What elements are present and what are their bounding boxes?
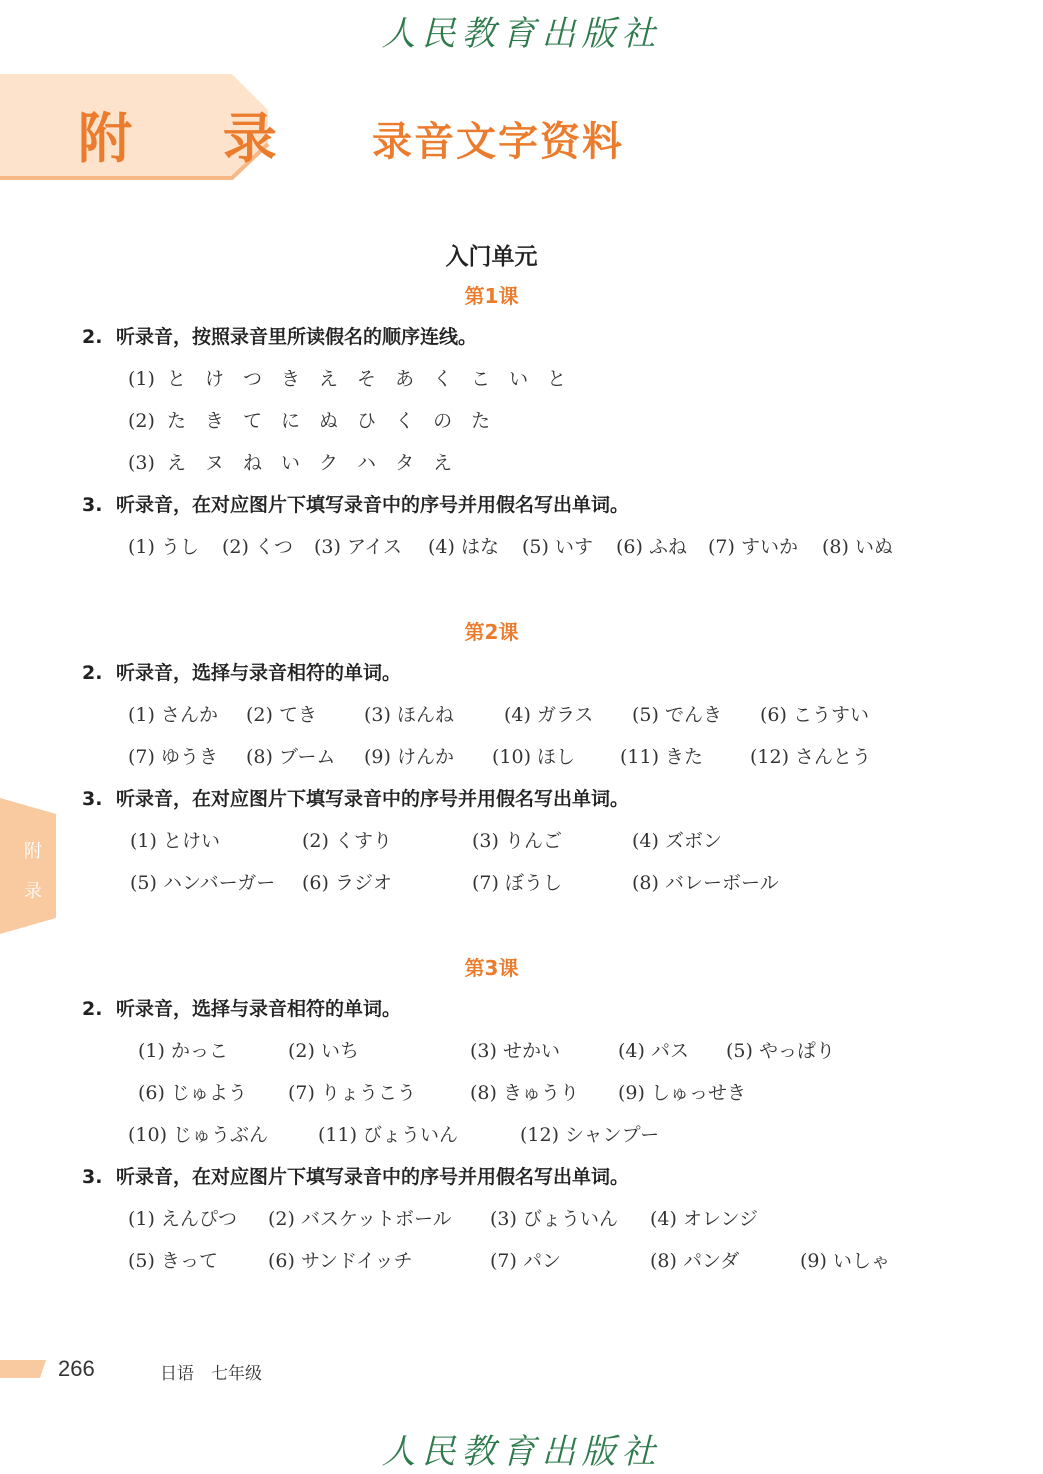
lesson-2-q3-answers — [0, 826, 1043, 898]
answer-item: (2) バスケットボール — [268, 1208, 452, 1230]
answer-item: (2) くすり — [302, 830, 392, 852]
answer-item: (8) ブーム — [246, 746, 336, 768]
answer-item: (5) ハンバーガー — [130, 872, 276, 894]
lesson-1-q2-row-3: (3) え ヌ ね い ク ハ タ え — [128, 452, 453, 474]
answer-item: (7) ぼうし — [472, 872, 562, 894]
answer-item: (11) びょういん — [318, 1124, 459, 1146]
answer-item: (1) えんぴつ — [128, 1208, 237, 1230]
lesson-1-title: 第1课 — [464, 284, 519, 308]
answer-item: (5) きって — [128, 1250, 218, 1272]
answer-item: (2) いち — [288, 1040, 359, 1062]
answer-item: (9) いしゃ — [800, 1250, 890, 1272]
answer-item: (3) アイス — [314, 536, 403, 558]
answer-item: (1) さんか — [128, 704, 218, 726]
lesson-2-question-2: 2. 听录音，选择与录音相符的单词。 — [82, 662, 402, 684]
answer-item: (2) くつ — [222, 536, 293, 558]
answer-item: (7) ゆうき — [128, 746, 218, 768]
lesson-3-q2-answers — [0, 1036, 1043, 1150]
answer-item: (8) いぬ — [822, 536, 893, 558]
answer-item: (6) こうすい — [760, 704, 869, 726]
lesson-1-q2-row-1: (1) と け つ き え そ あ く こ い と — [128, 368, 567, 390]
answer-item: (6) サンドイッチ — [268, 1250, 413, 1272]
publisher-logo-top: 人民教育出版社 — [381, 14, 662, 54]
answer-item: (8) バレーボール — [632, 872, 779, 894]
unit-title: 入门单元 — [445, 244, 538, 270]
page-number: 266 — [58, 1356, 95, 1381]
answer-item: (4) ガラス — [504, 704, 594, 726]
answer-item: (4) オレンジ — [650, 1208, 759, 1230]
answer-item: (3) びょういん — [490, 1208, 618, 1230]
answer-item: (12) さんとう — [750, 746, 872, 768]
answer-item: (5) やっぱり — [726, 1040, 835, 1062]
lesson-3-title: 第3课 — [464, 956, 519, 980]
footer-accent-bar — [0, 1360, 46, 1378]
answer-item: (11) きた — [620, 746, 704, 768]
answer-item: (10) じゅうぶん — [128, 1124, 269, 1146]
lesson-3-question-2: 2. 听录音，选择与录音相符的单词。 — [82, 998, 402, 1020]
book-title: 日语 七年级 — [160, 1364, 262, 1384]
answer-item: (6) じゅよう — [138, 1082, 247, 1104]
lesson-3-q3-answers — [0, 1204, 1043, 1276]
answer-item: (1) かっこ — [138, 1040, 228, 1062]
answer-item: (3) せかい — [470, 1040, 560, 1062]
page-title: 录音文字资料 — [372, 118, 624, 165]
answer-item: (1) うし — [128, 536, 199, 558]
lesson-2-question-3: 3. 听录音，在对应图片下填写录音中的序号并用假名写出单词。 — [82, 788, 630, 810]
answer-item: (3) ほんね — [364, 704, 454, 726]
answer-item: (7) すいか — [708, 536, 798, 558]
answer-item: (12) シャンプー — [520, 1124, 660, 1146]
side-tab-label: 附 录 — [24, 841, 42, 902]
answer-item: (5) いす — [522, 536, 593, 558]
lesson-1-question-3: 3. 听录音，在对应图片下填写录音中的序号并用假名写出单词。 — [82, 494, 630, 516]
publisher-logo-bottom: 人民教育出版社 — [381, 1432, 662, 1472]
answer-item: (9) けんか — [364, 746, 454, 768]
answer-item: (2) てき — [246, 704, 317, 726]
answer-item: (4) パス — [618, 1040, 689, 1062]
lesson-2-title: 第2课 — [464, 620, 519, 644]
lesson-3-question-3: 3. 听录音，在对应图片下填写录音中的序号并用假名写出单词。 — [82, 1166, 630, 1188]
answer-item: (10) ほし — [492, 746, 576, 768]
lesson-1-question-2: 2. 听录音，按照录音里所读假名的顺序连线。 — [82, 326, 478, 348]
answer-item: (4) はな — [428, 536, 499, 558]
answer-item: (8) パンダ — [650, 1250, 740, 1272]
lesson-1-q2-row-2: (2) た き て に ぬ ひ く の た — [128, 410, 491, 432]
answer-item: (7) りょうこう — [288, 1082, 416, 1104]
answer-item: (6) ふね — [616, 536, 687, 558]
answer-item: (9) しゅっせき — [618, 1082, 746, 1104]
answer-item: (3) りんご — [472, 830, 562, 852]
lesson-2-q2-answers — [0, 700, 1043, 772]
answer-item: (7) パン — [490, 1250, 561, 1272]
answer-item: (5) でんき — [632, 704, 722, 726]
answer-item: (6) ラジオ — [302, 872, 392, 894]
lesson-1-q3-answers — [0, 532, 1043, 562]
answer-item: (8) きゅうり — [470, 1082, 579, 1104]
answer-item: (4) ズボン — [632, 830, 722, 852]
appendix-tab-label: 附 录 — [78, 106, 313, 170]
answer-item: (1) とけい — [130, 830, 220, 852]
